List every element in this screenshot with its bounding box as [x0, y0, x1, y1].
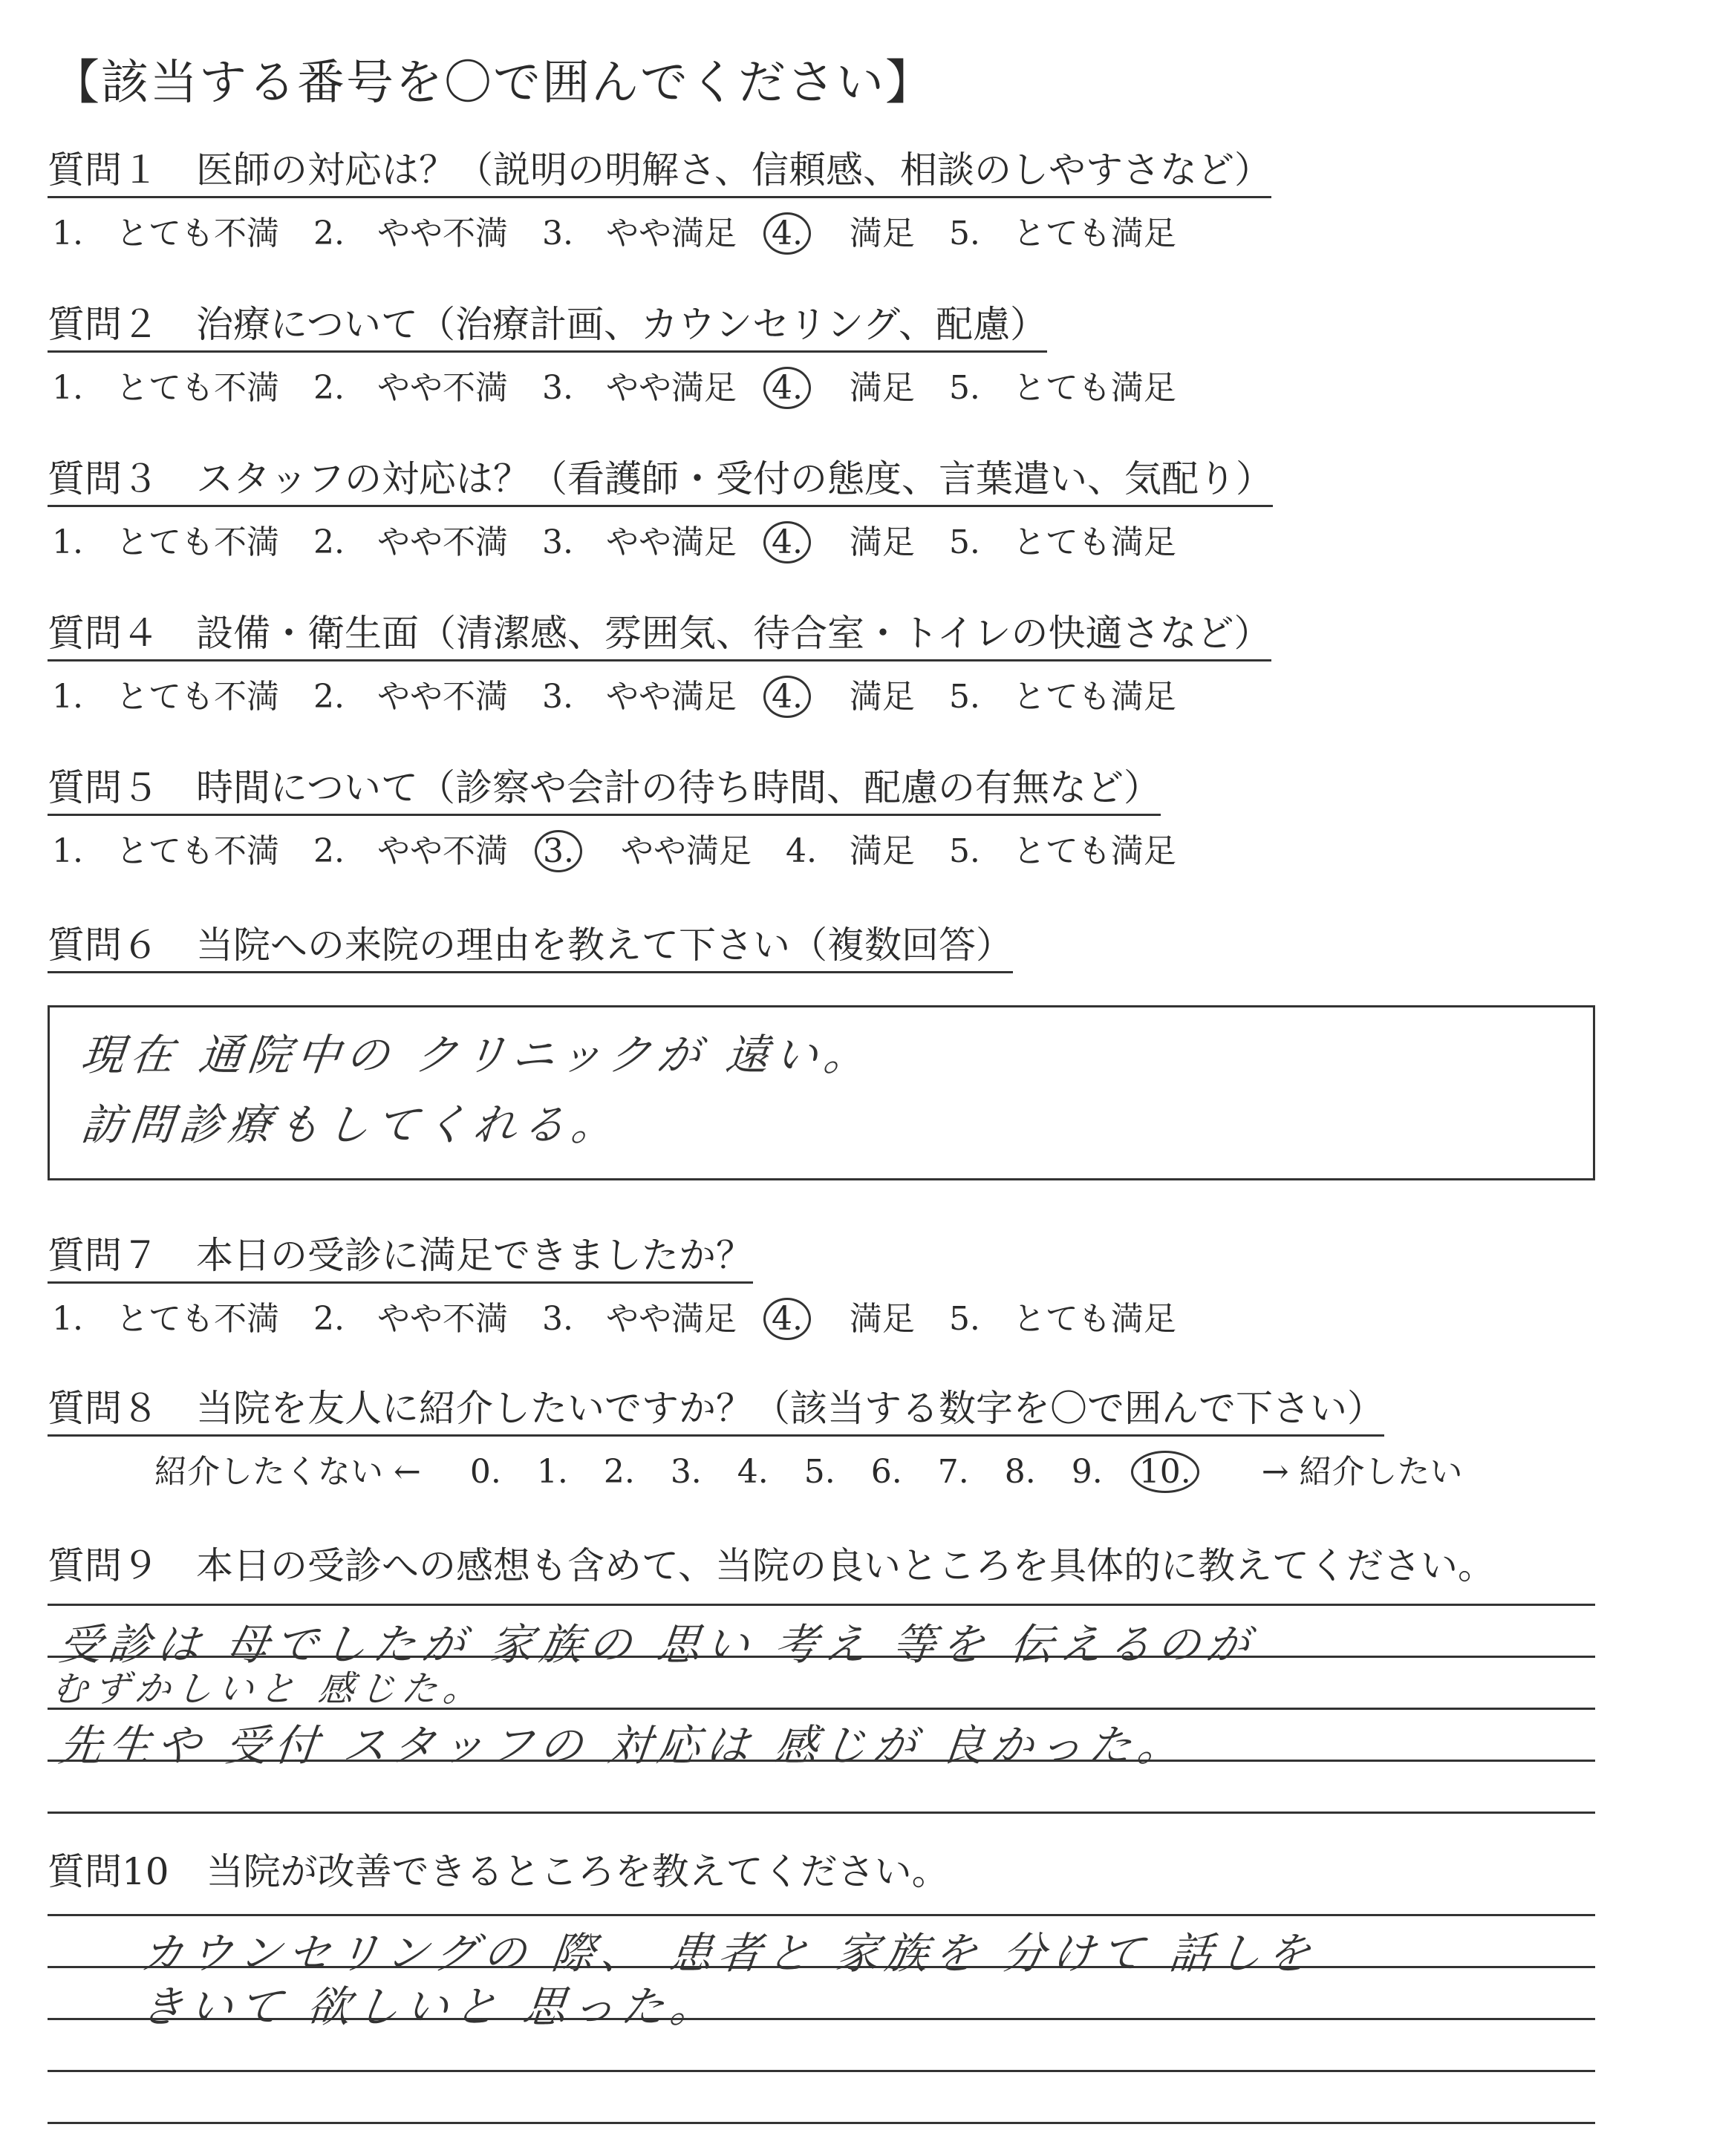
scale-value-10[interactable]: 10. [1131, 1451, 1199, 1493]
question-3-label: 質問３ スタッフの対応は？（看護師・受付の態度、言葉遣い、気配り） [48, 457, 1273, 507]
question-1-options [52, 206, 1176, 254]
question-10-answer-line-1: カウンセリングの 際、 患者と 家族を 分けて 話しを [137, 1928, 1320, 1979]
question-2-option-4[interactable] [771, 361, 915, 408]
question-7-option-5[interactable]: 5. とても満足 [948, 1300, 1176, 1338]
question-7-label: 質問７ 本日の受診に満足できましたか？ [48, 1234, 753, 1284]
question-1-option-1[interactable]: 1. とても不満 [52, 215, 279, 252]
question-6-answer-line-2: 訪問診療もしてくれる。 [78, 1100, 624, 1150]
question-7-options [52, 1292, 1176, 1339]
question-7-option-2[interactable]: 2. やや不満 [313, 1300, 508, 1338]
question-2-option-2[interactable]: 2. やや不満 [313, 369, 508, 407]
option-text: 満足 [816, 1300, 915, 1338]
question-7-option-4[interactable] [771, 1292, 915, 1339]
selected-circle: 4. [763, 676, 811, 718]
question-4-option-3[interactable]: 3. やや満足 [541, 678, 737, 716]
question-3-option-1[interactable]: 1. とても不満 [52, 523, 279, 561]
answer-rule [48, 2070, 1595, 2072]
question-4-options [52, 670, 1176, 717]
question-3-options [52, 515, 1176, 563]
scale-value-7[interactable]: 7. [937, 1453, 969, 1491]
question-5-option-1[interactable]: 1. とても不満 [52, 832, 279, 870]
answer-rule [48, 1914, 1595, 1916]
question-10-answer-line-2: きいて 欲しいと 思った。 [137, 1982, 722, 2032]
question-6-answer-line-1: 現在 通院中の クリニックが 遠い。 [78, 1030, 876, 1080]
form-title: 【該当する番号を〇で囲んでください】 [52, 56, 934, 111]
question-4-option-1[interactable]: 1. とても不満 [52, 678, 279, 716]
option-text: 満足 [816, 215, 915, 252]
question-5-option-4[interactable]: 4. 満足 [785, 832, 915, 870]
selected-circle: 4. [763, 1298, 811, 1340]
question-9-label: 質問９ 本日の受診への感想も含めて、当院の良いところを具体的に教えてください。 [48, 1544, 1495, 1587]
question-4-option-5[interactable]: 5. とても満足 [948, 678, 1176, 716]
scale-value-2[interactable]: 2. [603, 1453, 635, 1491]
question-4-label: 質問４ 設備・衛生面（清潔感、雰囲気、待合室・トイレの快適さなど） [48, 612, 1271, 662]
option-text: 満足 [816, 523, 915, 561]
option-text: 満足 [816, 369, 915, 407]
answer-rule [48, 2122, 1595, 2124]
question-1-option-2[interactable]: 2. やや不満 [313, 215, 508, 252]
option-text: やや満足 [587, 832, 752, 870]
selected-circle: 3. [535, 830, 582, 872]
question-7-option-3[interactable]: 3. やや満足 [541, 1300, 737, 1338]
question-7-option-1[interactable]: 1. とても不満 [52, 1300, 279, 1338]
question-8-scale [154, 1445, 1463, 1493]
question-1-option-5[interactable]: 5. とても満足 [948, 215, 1176, 252]
question-2-option-3[interactable]: 3. やや満足 [541, 369, 737, 407]
scale-value-3[interactable]: 3. [670, 1453, 702, 1491]
question-3-option-3[interactable]: 3. やや満足 [541, 523, 737, 561]
answer-rule [48, 1812, 1595, 1814]
answer-rule [48, 1604, 1595, 1606]
scale-right-label: → 紹介したい [1261, 1453, 1463, 1491]
question-9-answer-line-3: 先生や 受付 スタッフの 対応は 感じが 良かった。 [56, 1720, 1190, 1771]
question-4-option-4[interactable] [771, 670, 915, 717]
question-9-answer-line-1: 受診は 母でしたが 家族の 思い 考え 等を 伝えるのが [56, 1619, 1258, 1670]
question-2-label: 質問２ 治療について（治療計画、カウンセリング、配慮） [48, 303, 1047, 353]
scale-value-5[interactable]: 5. [804, 1453, 835, 1491]
question-3-option-2[interactable]: 2. やや不満 [313, 523, 508, 561]
question-5-option-5[interactable]: 5. とても満足 [948, 832, 1176, 870]
scale-value-8[interactable]: 8. [1004, 1453, 1036, 1491]
scale-left-label: 紹介したくない ← [154, 1453, 421, 1491]
question-4-option-2[interactable]: 2. やや不満 [313, 678, 508, 716]
question-1-label: 質問１ 医師の対応は？（説明の明解さ、信頼感、相談のしやすさなど） [48, 148, 1271, 198]
question-3-option-4[interactable] [771, 515, 915, 563]
scale-value-6[interactable]: 6. [870, 1453, 902, 1491]
selected-circle: 4. [763, 521, 811, 564]
selected-circle: 4. [763, 212, 811, 255]
question-5-options [52, 824, 1176, 872]
question-2-option-5[interactable]: 5. とても満足 [948, 369, 1176, 407]
question-1-option-4[interactable] [771, 206, 915, 254]
question-8-label: 質問８ 当院を友人に紹介したいですか？（該当する数字を〇で囲んで下さい） [48, 1387, 1384, 1437]
question-5-option-3[interactable] [542, 824, 752, 872]
question-5-option-2[interactable]: 2. やや不満 [313, 832, 508, 870]
question-6-label: 質問６ 当院への来院の理由を教えて下さい（複数回答） [48, 924, 1013, 973]
question-3-option-5[interactable]: 5. とても満足 [948, 523, 1176, 561]
selected-circle: 4. [763, 367, 811, 409]
scale-value-1[interactable]: 1. [536, 1453, 568, 1491]
question-1-option-3[interactable]: 3. やや満足 [541, 215, 737, 252]
question-2-options [52, 361, 1176, 408]
option-text: 満足 [816, 678, 915, 716]
question-9-answer-line-2: むずかしいと 感じた。 [49, 1668, 487, 1710]
scale-values [470, 1451, 1235, 1493]
scale-value-0[interactable]: 0. [469, 1453, 501, 1491]
question-10-label: 質問10 当院が改善できるところを教えてください。 [48, 1850, 949, 1893]
question-2-option-1[interactable]: 1. とても不満 [52, 369, 279, 407]
scale-value-4[interactable]: 4. [737, 1453, 769, 1491]
question-5-label: 質問５ 時間について（診察や会計の待ち時間、配慮の有無など） [48, 766, 1161, 816]
scale-value-9[interactable]: 9. [1071, 1453, 1103, 1491]
